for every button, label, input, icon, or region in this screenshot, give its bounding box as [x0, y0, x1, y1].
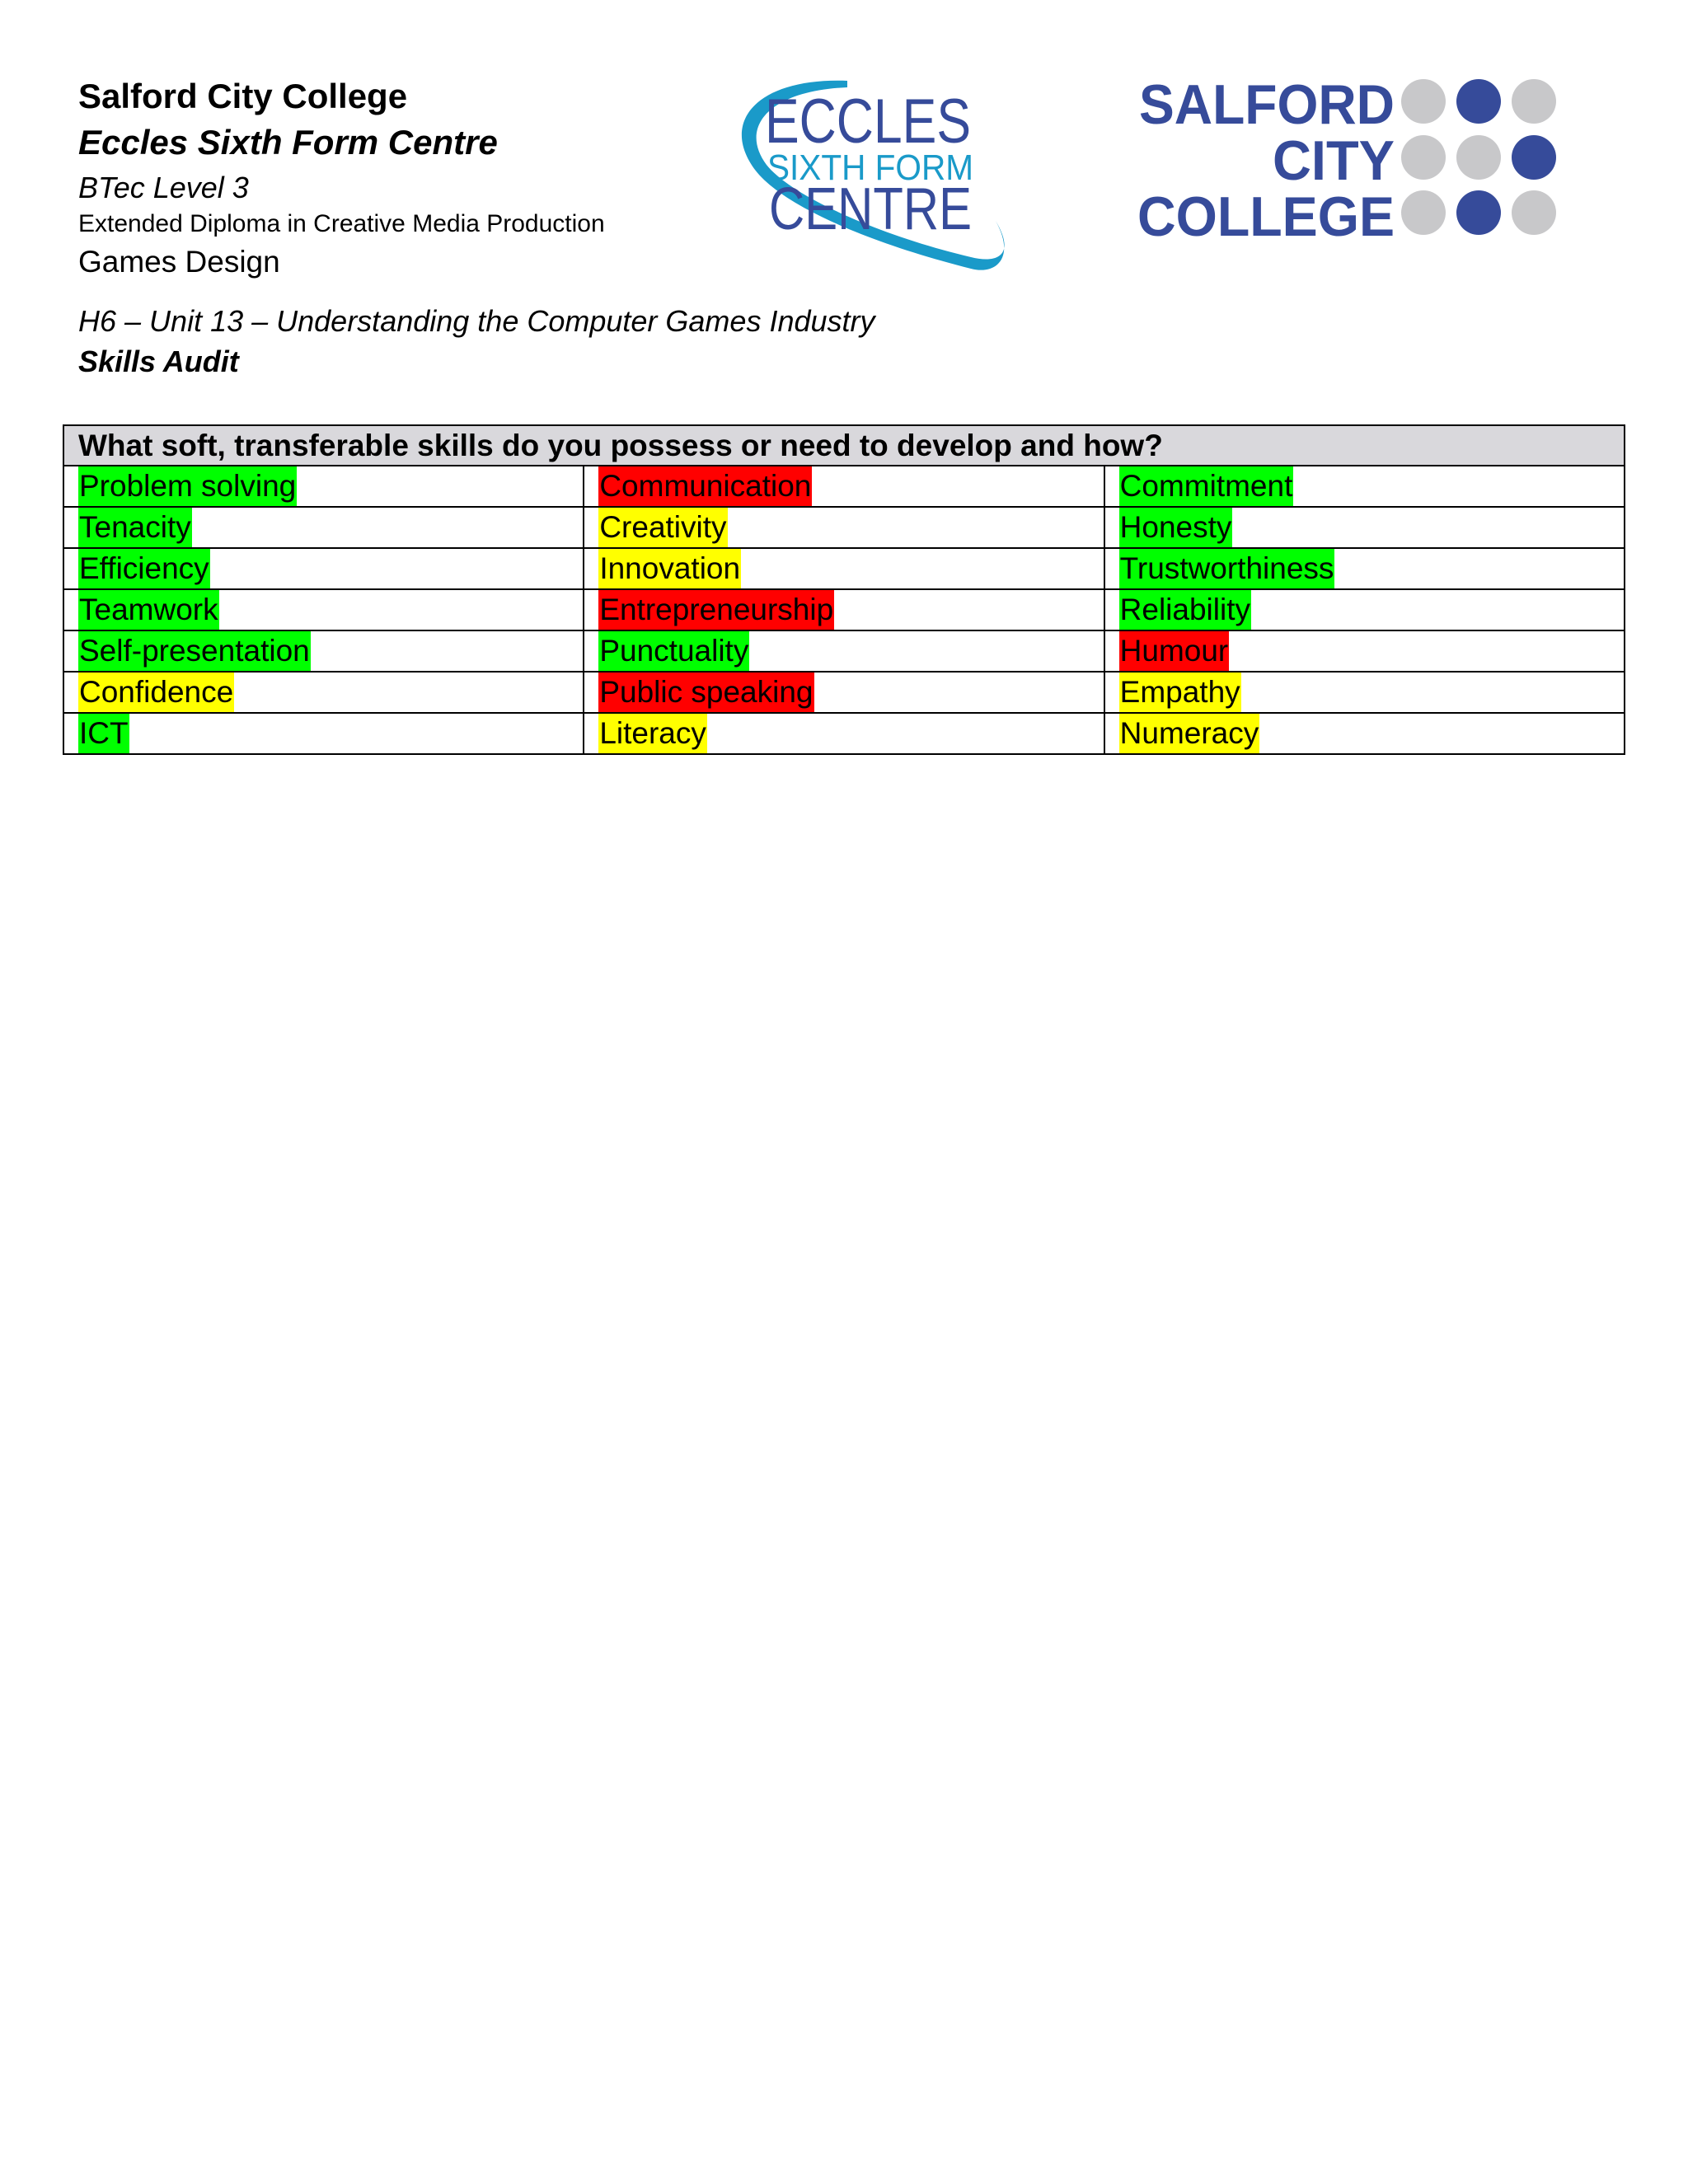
skills-audit-table	[63, 424, 1625, 755]
college-name: Salford City College	[78, 77, 408, 115]
unit-block	[78, 302, 1150, 382]
skill-label: Efficiency	[78, 549, 210, 588]
skill-cell	[584, 507, 1104, 548]
skill-label: Entrepreneurship	[598, 590, 834, 630]
logo-college-text: COLLEGE	[1137, 185, 1395, 241]
table-row	[63, 589, 1625, 630]
skill-cell	[63, 548, 584, 589]
logo-dot	[1456, 79, 1501, 124]
table-row	[63, 548, 1625, 589]
logo-city-text: CITY	[1273, 129, 1395, 192]
skill-cell	[584, 672, 1104, 713]
skill-label: Confidence	[78, 673, 234, 712]
skill-cell	[1104, 466, 1625, 507]
skill-cell	[584, 589, 1104, 630]
skill-cell	[1104, 589, 1625, 630]
skill-cell	[63, 672, 584, 713]
course-level: BTec Level 3	[78, 170, 249, 204]
table-row	[63, 713, 1625, 754]
skill-label: Commitment	[1119, 466, 1294, 506]
skill-cell	[63, 630, 584, 672]
skill-label: Literacy	[598, 714, 707, 753]
skill-cell	[63, 466, 584, 507]
skill-label: Creativity	[598, 508, 727, 547]
skill-label: Honesty	[1119, 508, 1233, 547]
skill-cell	[584, 466, 1104, 507]
logo-dot	[1456, 135, 1501, 180]
course-title: Extended Diploma in Creative Media Production	[78, 209, 605, 237]
table-row	[63, 466, 1625, 507]
skill-cell	[1104, 713, 1625, 754]
skill-label: Tenacity	[78, 508, 192, 547]
skills-question: What soft, transferable skills do you possess or need to develop and how?	[63, 425, 1625, 466]
centre-name: Eccles Sixth Form Centre	[78, 123, 498, 162]
salford-city-college-logo	[1137, 73, 1566, 241]
unit-title: H6 – Unit 13 – Understanding the Computer Games Industry	[78, 304, 875, 338]
skill-label: Teamwork	[78, 590, 219, 630]
table-row	[63, 672, 1625, 713]
skill-label: Self-presentation	[78, 631, 311, 671]
logo-sixth-form-text: SIXTH FORM	[767, 148, 973, 188]
skill-cell	[1104, 630, 1625, 672]
skill-cell	[1104, 507, 1625, 548]
document-header	[78, 76, 820, 282]
logo-eccles-text: ECCLES	[765, 87, 971, 157]
skill-label: Empathy	[1119, 673, 1241, 712]
table-row	[63, 507, 1625, 548]
skill-label: Public speaking	[598, 673, 814, 712]
table-header-row	[63, 425, 1625, 466]
skill-cell	[1104, 672, 1625, 713]
logo-dot	[1401, 79, 1446, 124]
skill-label: ICT	[78, 714, 129, 753]
skill-cell	[584, 713, 1104, 754]
skill-cell	[1104, 548, 1625, 589]
skill-label: Punctuality	[598, 631, 749, 671]
logo-dot	[1401, 135, 1446, 180]
skill-cell	[63, 589, 584, 630]
eccles-sixth-form-logo	[724, 73, 1012, 274]
skill-cell	[63, 713, 584, 754]
logo-dot	[1401, 190, 1446, 235]
logo-dot	[1456, 190, 1501, 235]
skill-label: Reliability	[1119, 590, 1251, 630]
skill-label: Trustworthiness	[1119, 549, 1335, 588]
table-row	[63, 630, 1625, 672]
logo-dot	[1512, 190, 1556, 235]
logo-salford-text: SALFORD	[1139, 73, 1395, 136]
logo-dot	[1512, 135, 1556, 180]
skill-label: Problem solving	[78, 466, 297, 506]
skill-label: Communication	[598, 466, 812, 506]
skill-cell	[584, 548, 1104, 589]
course-pathway: Games Design	[78, 245, 280, 279]
skills-table-body	[63, 466, 1625, 754]
skill-label: Numeracy	[1119, 714, 1260, 753]
logo-dot	[1512, 79, 1556, 124]
skill-cell	[584, 630, 1104, 672]
logo-centre-text: CENTRE	[769, 176, 972, 242]
document-title: Skills Audit	[78, 344, 239, 378]
skill-label: Innovation	[598, 549, 741, 588]
skill-label: Humour	[1119, 631, 1230, 671]
skill-cell	[63, 507, 584, 548]
